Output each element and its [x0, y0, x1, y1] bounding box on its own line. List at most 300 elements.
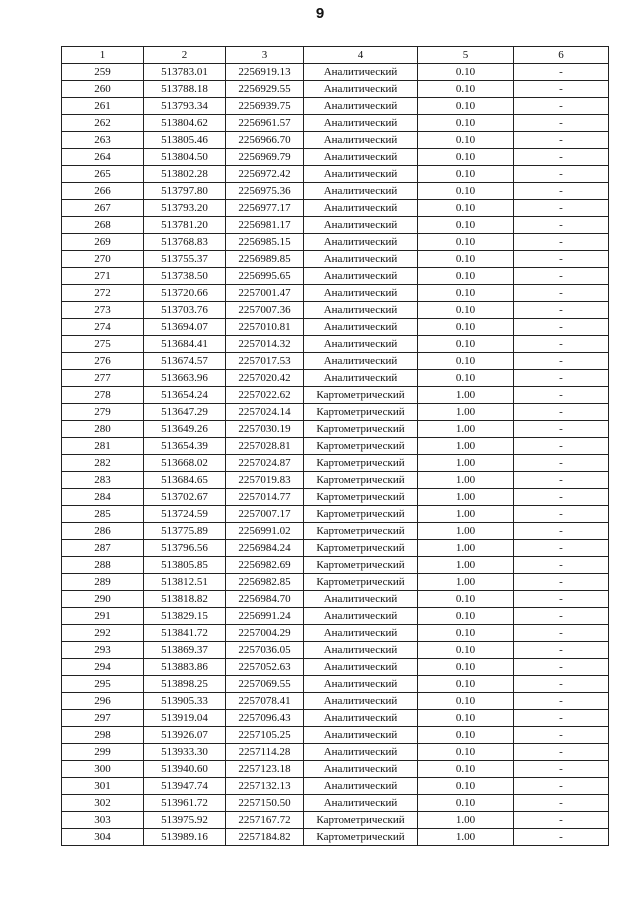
- table-row: [62, 625, 609, 642]
- y-coordinate-cell: 2256977.17: [226, 200, 304, 217]
- note-cell: -: [514, 642, 609, 659]
- x-coordinate-cell: 513869.37: [144, 642, 226, 659]
- note-cell: -: [514, 574, 609, 591]
- point-number-cell: 274: [62, 319, 144, 336]
- note-cell: -: [514, 472, 609, 489]
- table-row: [62, 370, 609, 387]
- point-number-cell: 291: [62, 608, 144, 625]
- method-cell: Аналитический: [304, 676, 418, 693]
- note-cell: -: [514, 676, 609, 693]
- y-coordinate-cell: 2256982.85: [226, 574, 304, 591]
- method-cell: Аналитический: [304, 302, 418, 319]
- point-number-cell: 262: [62, 115, 144, 132]
- accuracy-cell: 0.10: [418, 370, 514, 387]
- x-coordinate-cell: 513989.16: [144, 829, 226, 846]
- table-row: [62, 659, 609, 676]
- method-cell: Аналитический: [304, 319, 418, 336]
- method-cell: Картометрический: [304, 489, 418, 506]
- accuracy-cell: 1.00: [418, 540, 514, 557]
- method-cell: Аналитический: [304, 642, 418, 659]
- point-number-cell: 281: [62, 438, 144, 455]
- method-cell: Аналитический: [304, 217, 418, 234]
- accuracy-cell: 1.00: [418, 829, 514, 846]
- note-cell: -: [514, 353, 609, 370]
- table-row: [62, 540, 609, 557]
- table-row: [62, 608, 609, 625]
- table-row: [62, 81, 609, 98]
- point-number-cell: 276: [62, 353, 144, 370]
- method-cell: Аналитический: [304, 132, 418, 149]
- method-cell: Картометрический: [304, 455, 418, 472]
- method-cell: Картометрический: [304, 438, 418, 455]
- accuracy-cell: 1.00: [418, 557, 514, 574]
- accuracy-cell: 1.00: [418, 421, 514, 438]
- table-row: [62, 404, 609, 421]
- y-coordinate-cell: 2256969.79: [226, 149, 304, 166]
- accuracy-cell: 1.00: [418, 506, 514, 523]
- y-coordinate-cell: 2257105.25: [226, 727, 304, 744]
- x-coordinate-cell: 513940.60: [144, 761, 226, 778]
- note-cell: -: [514, 812, 609, 829]
- table-row: [62, 727, 609, 744]
- note-cell: -: [514, 387, 609, 404]
- method-cell: Картометрический: [304, 557, 418, 574]
- note-cell: -: [514, 132, 609, 149]
- point-number-cell: 275: [62, 336, 144, 353]
- accuracy-cell: 1.00: [418, 523, 514, 540]
- point-number-cell: 273: [62, 302, 144, 319]
- y-coordinate-cell: 2256966.70: [226, 132, 304, 149]
- point-number-cell: 302: [62, 795, 144, 812]
- point-number-cell: 283: [62, 472, 144, 489]
- point-number-cell: 288: [62, 557, 144, 574]
- note-cell: -: [514, 795, 609, 812]
- accuracy-cell: 0.10: [418, 591, 514, 608]
- y-coordinate-cell: 2256984.24: [226, 540, 304, 557]
- note-cell: -: [514, 81, 609, 98]
- y-coordinate-cell: 2256982.69: [226, 557, 304, 574]
- y-coordinate-cell: 2257052.63: [226, 659, 304, 676]
- y-coordinate-cell: 2256975.36: [226, 183, 304, 200]
- accuracy-cell: 0.10: [418, 795, 514, 812]
- table-row: [62, 523, 609, 540]
- table-row: [62, 812, 609, 829]
- accuracy-cell: 0.10: [418, 625, 514, 642]
- y-coordinate-cell: 2256972.42: [226, 166, 304, 183]
- y-coordinate-cell: 2256981.17: [226, 217, 304, 234]
- accuracy-cell: 0.10: [418, 166, 514, 183]
- table-body: [62, 64, 609, 846]
- point-number-cell: 271: [62, 268, 144, 285]
- y-coordinate-cell: 2257184.82: [226, 829, 304, 846]
- note-cell: -: [514, 319, 609, 336]
- method-cell: Аналитический: [304, 591, 418, 608]
- column-header: 5: [418, 47, 514, 64]
- x-coordinate-cell: 513961.72: [144, 795, 226, 812]
- y-coordinate-cell: 2257004.29: [226, 625, 304, 642]
- column-header: 2: [144, 47, 226, 64]
- table-row: [62, 557, 609, 574]
- table-row: [62, 149, 609, 166]
- y-coordinate-cell: 2257150.50: [226, 795, 304, 812]
- y-coordinate-cell: 2257069.55: [226, 676, 304, 693]
- note-cell: -: [514, 98, 609, 115]
- x-coordinate-cell: 513781.20: [144, 217, 226, 234]
- method-cell: Картометрический: [304, 387, 418, 404]
- table-row: [62, 251, 609, 268]
- point-number-cell: 287: [62, 540, 144, 557]
- note-cell: -: [514, 455, 609, 472]
- method-cell: Аналитический: [304, 761, 418, 778]
- point-number-cell: 269: [62, 234, 144, 251]
- point-number-cell: 279: [62, 404, 144, 421]
- method-cell: Аналитический: [304, 778, 418, 795]
- accuracy-cell: 1.00: [418, 438, 514, 455]
- accuracy-cell: 0.10: [418, 285, 514, 302]
- x-coordinate-cell: 513883.86: [144, 659, 226, 676]
- column-header: 1: [62, 47, 144, 64]
- method-cell: Аналитический: [304, 149, 418, 166]
- accuracy-cell: 1.00: [418, 489, 514, 506]
- note-cell: -: [514, 302, 609, 319]
- note-cell: -: [514, 200, 609, 217]
- y-coordinate-cell: 2257024.14: [226, 404, 304, 421]
- x-coordinate-cell: 513797.80: [144, 183, 226, 200]
- method-cell: Картометрический: [304, 574, 418, 591]
- y-coordinate-cell: 2257114.28: [226, 744, 304, 761]
- x-coordinate-cell: 513793.20: [144, 200, 226, 217]
- note-cell: -: [514, 404, 609, 421]
- method-cell: Аналитический: [304, 183, 418, 200]
- table-row: [62, 829, 609, 846]
- table-row: [62, 166, 609, 183]
- x-coordinate-cell: 513703.76: [144, 302, 226, 319]
- note-cell: -: [514, 115, 609, 132]
- point-number-cell: 272: [62, 285, 144, 302]
- x-coordinate-cell: 513975.92: [144, 812, 226, 829]
- table-row: [62, 506, 609, 523]
- accuracy-cell: 0.10: [418, 336, 514, 353]
- note-cell: -: [514, 149, 609, 166]
- y-coordinate-cell: 2256919.13: [226, 64, 304, 81]
- point-number-cell: 300: [62, 761, 144, 778]
- column-header: 4: [304, 47, 418, 64]
- table-row: [62, 795, 609, 812]
- table-row: [62, 489, 609, 506]
- y-coordinate-cell: 2257078.41: [226, 693, 304, 710]
- x-coordinate-cell: 513783.01: [144, 64, 226, 81]
- accuracy-cell: 1.00: [418, 812, 514, 829]
- method-cell: Аналитический: [304, 693, 418, 710]
- x-coordinate-cell: 513841.72: [144, 625, 226, 642]
- table-row: [62, 132, 609, 149]
- accuracy-cell: 0.10: [418, 710, 514, 727]
- point-number-cell: 284: [62, 489, 144, 506]
- accuracy-cell: 0.10: [418, 268, 514, 285]
- method-cell: Аналитический: [304, 81, 418, 98]
- y-coordinate-cell: 2256929.55: [226, 81, 304, 98]
- y-coordinate-cell: 2257014.77: [226, 489, 304, 506]
- table-row: [62, 234, 609, 251]
- table-row: [62, 574, 609, 591]
- x-coordinate-cell: 513812.51: [144, 574, 226, 591]
- accuracy-cell: 0.10: [418, 217, 514, 234]
- note-cell: -: [514, 540, 609, 557]
- point-number-cell: 298: [62, 727, 144, 744]
- accuracy-cell: 0.10: [418, 64, 514, 81]
- y-coordinate-cell: 2256995.65: [226, 268, 304, 285]
- table-row: [62, 336, 609, 353]
- point-number-cell: 290: [62, 591, 144, 608]
- accuracy-cell: 0.10: [418, 642, 514, 659]
- point-number-cell: 267: [62, 200, 144, 217]
- method-cell: Аналитический: [304, 268, 418, 285]
- note-cell: -: [514, 710, 609, 727]
- note-cell: -: [514, 421, 609, 438]
- point-number-cell: 297: [62, 710, 144, 727]
- method-cell: Аналитический: [304, 795, 418, 812]
- x-coordinate-cell: 513933.30: [144, 744, 226, 761]
- method-cell: Аналитический: [304, 370, 418, 387]
- y-coordinate-cell: 2256984.70: [226, 591, 304, 608]
- point-number-cell: 293: [62, 642, 144, 659]
- table-row: [62, 421, 609, 438]
- y-coordinate-cell: 2256985.15: [226, 234, 304, 251]
- table-row: [62, 387, 609, 404]
- x-coordinate-cell: 513905.33: [144, 693, 226, 710]
- coordinates-table: [61, 46, 609, 846]
- note-cell: -: [514, 557, 609, 574]
- x-coordinate-cell: 513663.96: [144, 370, 226, 387]
- table-row: [62, 438, 609, 455]
- x-coordinate-cell: 513818.82: [144, 591, 226, 608]
- x-coordinate-cell: 513919.04: [144, 710, 226, 727]
- x-coordinate-cell: 513775.89: [144, 523, 226, 540]
- method-cell: Картометрический: [304, 523, 418, 540]
- accuracy-cell: 0.10: [418, 132, 514, 149]
- note-cell: -: [514, 829, 609, 846]
- accuracy-cell: 0.10: [418, 676, 514, 693]
- point-number-cell: 286: [62, 523, 144, 540]
- note-cell: -: [514, 489, 609, 506]
- accuracy-cell: 0.10: [418, 659, 514, 676]
- point-number-cell: 264: [62, 149, 144, 166]
- column-header: 6: [514, 47, 609, 64]
- table-row: [62, 98, 609, 115]
- page-number: 9: [315, 5, 325, 22]
- accuracy-cell: 0.10: [418, 234, 514, 251]
- table-row: [62, 761, 609, 778]
- method-cell: Аналитический: [304, 659, 418, 676]
- table-row: [62, 319, 609, 336]
- accuracy-cell: 0.10: [418, 149, 514, 166]
- y-coordinate-cell: 2257024.87: [226, 455, 304, 472]
- x-coordinate-cell: 513805.85: [144, 557, 226, 574]
- table-row: [62, 64, 609, 81]
- y-coordinate-cell: 2257167.72: [226, 812, 304, 829]
- y-coordinate-cell: 2257017.53: [226, 353, 304, 370]
- method-cell: Картометрический: [304, 404, 418, 421]
- point-number-cell: 304: [62, 829, 144, 846]
- x-coordinate-cell: 513702.67: [144, 489, 226, 506]
- x-coordinate-cell: 513755.37: [144, 251, 226, 268]
- x-coordinate-cell: 513694.07: [144, 319, 226, 336]
- note-cell: -: [514, 744, 609, 761]
- point-number-cell: 282: [62, 455, 144, 472]
- y-coordinate-cell: 2257007.17: [226, 506, 304, 523]
- method-cell: Картометрический: [304, 506, 418, 523]
- table-row: [62, 693, 609, 710]
- note-cell: -: [514, 285, 609, 302]
- note-cell: -: [514, 761, 609, 778]
- y-coordinate-cell: 2257132.13: [226, 778, 304, 795]
- table-row: [62, 744, 609, 761]
- x-coordinate-cell: 513802.28: [144, 166, 226, 183]
- y-coordinate-cell: 2256991.24: [226, 608, 304, 625]
- x-coordinate-cell: 513674.57: [144, 353, 226, 370]
- y-coordinate-cell: 2257022.62: [226, 387, 304, 404]
- x-coordinate-cell: 513654.24: [144, 387, 226, 404]
- note-cell: -: [514, 727, 609, 744]
- x-coordinate-cell: 513768.83: [144, 234, 226, 251]
- y-coordinate-cell: 2257036.05: [226, 642, 304, 659]
- method-cell: Аналитический: [304, 285, 418, 302]
- accuracy-cell: 1.00: [418, 455, 514, 472]
- method-cell: Картометрический: [304, 829, 418, 846]
- note-cell: -: [514, 608, 609, 625]
- y-coordinate-cell: 2256961.57: [226, 115, 304, 132]
- method-cell: Картометрический: [304, 540, 418, 557]
- table-row: [62, 642, 609, 659]
- point-number-cell: 285: [62, 506, 144, 523]
- y-coordinate-cell: 2256989.85: [226, 251, 304, 268]
- point-number-cell: 261: [62, 98, 144, 115]
- table-row: [62, 591, 609, 608]
- accuracy-cell: 1.00: [418, 574, 514, 591]
- method-cell: Аналитический: [304, 353, 418, 370]
- point-number-cell: 263: [62, 132, 144, 149]
- x-coordinate-cell: 513804.50: [144, 149, 226, 166]
- x-coordinate-cell: 513804.62: [144, 115, 226, 132]
- x-coordinate-cell: 513738.50: [144, 268, 226, 285]
- method-cell: Аналитический: [304, 98, 418, 115]
- note-cell: -: [514, 523, 609, 540]
- point-number-cell: 296: [62, 693, 144, 710]
- method-cell: Аналитический: [304, 64, 418, 81]
- accuracy-cell: 0.10: [418, 98, 514, 115]
- note-cell: -: [514, 370, 609, 387]
- table-row: [62, 302, 609, 319]
- method-cell: Аналитический: [304, 727, 418, 744]
- method-cell: Картометрический: [304, 812, 418, 829]
- point-number-cell: 299: [62, 744, 144, 761]
- table-row: [62, 268, 609, 285]
- note-cell: -: [514, 778, 609, 795]
- accuracy-cell: 0.10: [418, 778, 514, 795]
- accuracy-cell: 0.10: [418, 744, 514, 761]
- point-number-cell: 260: [62, 81, 144, 98]
- note-cell: -: [514, 625, 609, 642]
- x-coordinate-cell: 513805.46: [144, 132, 226, 149]
- x-coordinate-cell: 513829.15: [144, 608, 226, 625]
- note-cell: -: [514, 183, 609, 200]
- accuracy-cell: 0.10: [418, 81, 514, 98]
- point-number-cell: 278: [62, 387, 144, 404]
- point-number-cell: 265: [62, 166, 144, 183]
- accuracy-cell: 0.10: [418, 727, 514, 744]
- y-coordinate-cell: 2257030.19: [226, 421, 304, 438]
- note-cell: -: [514, 166, 609, 183]
- table-row: [62, 115, 609, 132]
- method-cell: Аналитический: [304, 200, 418, 217]
- point-number-cell: 280: [62, 421, 144, 438]
- method-cell: Аналитический: [304, 608, 418, 625]
- point-number-cell: 266: [62, 183, 144, 200]
- y-coordinate-cell: 2257019.83: [226, 472, 304, 489]
- x-coordinate-cell: 513898.25: [144, 676, 226, 693]
- x-coordinate-cell: 513926.07: [144, 727, 226, 744]
- table-row: [62, 778, 609, 795]
- point-number-cell: 270: [62, 251, 144, 268]
- x-coordinate-cell: 513668.02: [144, 455, 226, 472]
- accuracy-cell: 1.00: [418, 387, 514, 404]
- note-cell: -: [514, 693, 609, 710]
- point-number-cell: 292: [62, 625, 144, 642]
- accuracy-cell: 0.10: [418, 302, 514, 319]
- note-cell: -: [514, 217, 609, 234]
- column-header: 3: [226, 47, 304, 64]
- y-coordinate-cell: 2257007.36: [226, 302, 304, 319]
- method-cell: Аналитический: [304, 166, 418, 183]
- x-coordinate-cell: 513684.41: [144, 336, 226, 353]
- x-coordinate-cell: 513647.29: [144, 404, 226, 421]
- note-cell: -: [514, 251, 609, 268]
- method-cell: Аналитический: [304, 710, 418, 727]
- x-coordinate-cell: 513684.65: [144, 472, 226, 489]
- point-number-cell: 289: [62, 574, 144, 591]
- table-row: [62, 710, 609, 727]
- point-number-cell: 259: [62, 64, 144, 81]
- note-cell: -: [514, 438, 609, 455]
- y-coordinate-cell: 2257096.43: [226, 710, 304, 727]
- method-cell: Аналитический: [304, 336, 418, 353]
- y-coordinate-cell: 2257001.47: [226, 285, 304, 302]
- accuracy-cell: 0.10: [418, 115, 514, 132]
- x-coordinate-cell: 513947.74: [144, 778, 226, 795]
- method-cell: Аналитический: [304, 625, 418, 642]
- accuracy-cell: 1.00: [418, 472, 514, 489]
- y-coordinate-cell: 2256939.75: [226, 98, 304, 115]
- method-cell: Аналитический: [304, 251, 418, 268]
- method-cell: Картометрический: [304, 472, 418, 489]
- point-number-cell: 303: [62, 812, 144, 829]
- table-row: [62, 200, 609, 217]
- accuracy-cell: 0.10: [418, 761, 514, 778]
- note-cell: -: [514, 234, 609, 251]
- accuracy-cell: 0.10: [418, 353, 514, 370]
- y-coordinate-cell: 2257020.42: [226, 370, 304, 387]
- note-cell: -: [514, 64, 609, 81]
- note-cell: -: [514, 268, 609, 285]
- point-number-cell: 294: [62, 659, 144, 676]
- table-row: [62, 472, 609, 489]
- method-cell: Аналитический: [304, 115, 418, 132]
- accuracy-cell: 0.10: [418, 608, 514, 625]
- y-coordinate-cell: 2257010.81: [226, 319, 304, 336]
- table-header-row: [62, 47, 609, 64]
- accuracy-cell: 0.10: [418, 183, 514, 200]
- note-cell: -: [514, 506, 609, 523]
